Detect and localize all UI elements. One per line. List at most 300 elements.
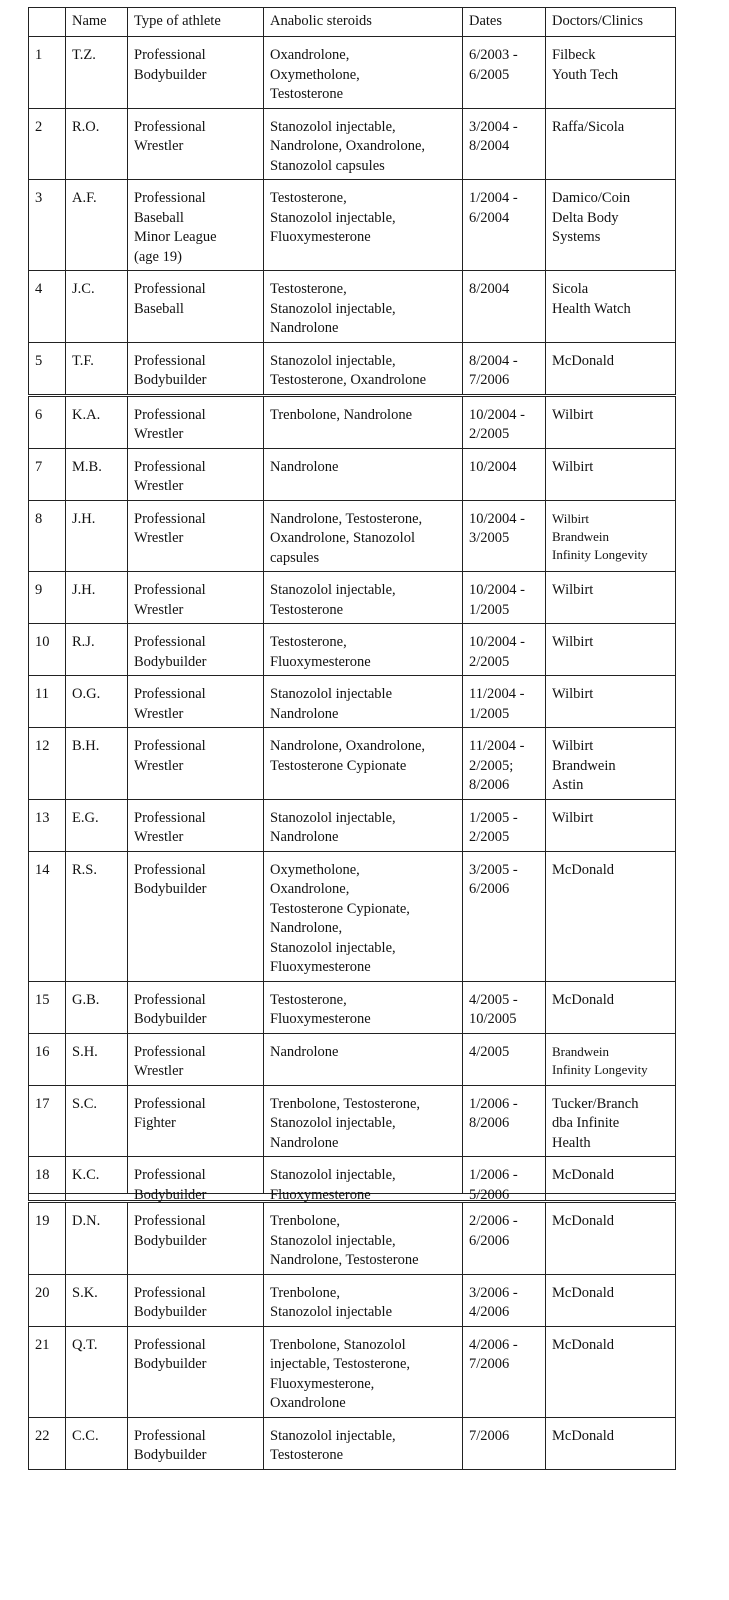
athlete-name-content bbox=[72, 118, 121, 138]
doctors-clinics-cell bbox=[546, 448, 676, 500]
dates-cell bbox=[463, 1417, 546, 1469]
dates-line: 6/2006 bbox=[469, 1232, 510, 1249]
dates-line: 1/2005 bbox=[469, 601, 510, 618]
athlete-name-content bbox=[72, 861, 121, 881]
row-number-content bbox=[35, 189, 59, 209]
athlete-name-cell bbox=[66, 1085, 128, 1157]
anabolic-steroids-line: Stanozolol injectable, bbox=[270, 1232, 396, 1249]
athlete-name-content bbox=[72, 1336, 121, 1356]
anabolic-steroids-line: Nandrolone, Testosterone bbox=[270, 1252, 419, 1268]
athlete-name-text: A.F. bbox=[72, 190, 97, 206]
athlete-name-content bbox=[72, 46, 121, 66]
athlete-type-content bbox=[134, 46, 257, 85]
dates-cell bbox=[463, 1326, 546, 1417]
athlete-type-line: Professional bbox=[134, 352, 206, 369]
athlete-type-content bbox=[134, 633, 257, 672]
anabolic-steroids-content bbox=[270, 809, 456, 848]
athlete-type-line: Professional bbox=[134, 1213, 206, 1229]
athlete-type-line: Professional bbox=[134, 634, 206, 650]
athlete-type-cell bbox=[128, 1202, 264, 1275]
table-body bbox=[29, 37, 676, 1470]
doctors-clinics-content bbox=[552, 633, 669, 653]
doctors-clinics-content bbox=[552, 1095, 669, 1154]
athlete-type-content bbox=[134, 861, 257, 900]
doctors-clinics-content bbox=[552, 809, 669, 829]
anabolic-steroids-content bbox=[270, 118, 456, 177]
table-row bbox=[29, 676, 676, 728]
row-number-text: 13 bbox=[35, 809, 50, 826]
doctors-clinics-content bbox=[552, 510, 669, 564]
anabolic-steroids-line: Nandrolone bbox=[270, 1043, 339, 1060]
doctors-clinics-line: Infinity Longevity bbox=[552, 546, 648, 562]
row-number-text: 2 bbox=[35, 118, 43, 135]
gap-cell bbox=[546, 1194, 676, 1202]
anabolic-steroids-content bbox=[270, 189, 456, 248]
athlete-name-content bbox=[72, 1043, 121, 1063]
row-number-content bbox=[35, 1284, 59, 1304]
athlete-type-cell bbox=[128, 799, 264, 851]
athlete-name-cell bbox=[66, 448, 128, 500]
athlete-name-text: T.Z. bbox=[72, 47, 96, 63]
anabolic-steroids-line: Stanozolol injectable, bbox=[270, 939, 396, 956]
doctors-clinics-cell bbox=[546, 108, 676, 180]
athlete-name-text: R.J. bbox=[72, 634, 95, 650]
athlete-name-text: J.H. bbox=[72, 510, 96, 527]
athlete-name-cell bbox=[66, 1157, 128, 1194]
anabolic-steroids-line: Trenbolone, Stanozolol bbox=[270, 1336, 406, 1353]
row-number-content bbox=[35, 633, 59, 653]
anabolic-steroids-line: Testosterone bbox=[270, 86, 344, 102]
dates-line: 6/2006 bbox=[469, 881, 510, 897]
doctors-clinics-content bbox=[552, 581, 669, 601]
anabolic-steroids-line: Testosterone Cypionate, bbox=[270, 900, 410, 917]
anabolic-steroids-cell bbox=[264, 395, 463, 448]
doctors-clinics-content bbox=[552, 1284, 669, 1304]
dates-line: 10/2004 bbox=[469, 458, 517, 475]
row-number-text: 1 bbox=[35, 47, 43, 63]
anabolic-steroids-cell bbox=[264, 676, 463, 728]
gap-cell bbox=[29, 1194, 66, 1202]
row-number-text: 9 bbox=[35, 582, 43, 598]
anabolic-steroids-cell bbox=[264, 624, 463, 676]
doctors-clinics-line: Wilbirt bbox=[552, 582, 594, 598]
dates-content bbox=[469, 1336, 539, 1375]
dates-line: 10/2004 - bbox=[469, 510, 525, 527]
anabolic-steroids-line: Oxandrolone, bbox=[270, 881, 350, 897]
row-number-text: 4 bbox=[35, 281, 43, 297]
athlete-name-content bbox=[72, 189, 121, 209]
doctors-clinics-cell bbox=[546, 981, 676, 1033]
table-row bbox=[29, 271, 676, 343]
dates-cell bbox=[463, 500, 546, 572]
anabolic-steroids-line: Testosterone, bbox=[270, 190, 347, 206]
athlete-type-line: Bodybuilder bbox=[134, 653, 207, 670]
row-number-content bbox=[35, 458, 59, 478]
doctors-clinics-line: dba Infinite bbox=[552, 1115, 620, 1131]
dates-cell bbox=[463, 799, 546, 851]
gap-cell bbox=[66, 1194, 128, 1202]
doctors-clinics-cell bbox=[546, 676, 676, 728]
table-row bbox=[29, 37, 676, 109]
anabolic-steroids-line: Trenbolone, Testosterone, bbox=[270, 1095, 421, 1112]
doctors-clinics-line: Astin bbox=[552, 777, 584, 793]
anabolic-steroids-content bbox=[270, 458, 456, 478]
table-row bbox=[29, 728, 676, 800]
athlete-type-line: Professional bbox=[134, 1427, 206, 1444]
anabolic-steroids-content bbox=[270, 737, 456, 776]
doctors-clinics-cell bbox=[546, 624, 676, 676]
athlete-type-line: Wrestler bbox=[134, 601, 184, 618]
row-number-content bbox=[35, 1427, 59, 1447]
doctors-clinics-line: Wilbirt bbox=[552, 634, 594, 650]
athlete-name-cell bbox=[66, 728, 128, 800]
row-number-content bbox=[35, 118, 59, 138]
athlete-type-line: Bodybuilder bbox=[134, 1232, 207, 1249]
anabolic-steroids-cell bbox=[264, 180, 463, 271]
athlete-name-content bbox=[72, 685, 121, 705]
dates-line: 7/2006 bbox=[469, 1356, 510, 1372]
athlete-type-content bbox=[134, 118, 257, 157]
athlete-type-line: Professional bbox=[134, 47, 206, 63]
dates-line: 3/2005 bbox=[469, 530, 510, 546]
row-number-text: 10 bbox=[35, 634, 50, 650]
anabolic-steroids-line: Nandrolone, Testosterone, bbox=[270, 510, 423, 527]
doctors-clinics-cell bbox=[546, 1202, 676, 1275]
doctors-clinics-content bbox=[552, 1166, 669, 1192]
row-number-cell bbox=[29, 342, 66, 395]
anabolic-steroids-cell bbox=[264, 37, 463, 109]
athlete-type-line: Wrestler bbox=[134, 757, 184, 774]
athlete-type-line: Professional bbox=[134, 458, 206, 475]
doctors-clinics-line: Brandwein bbox=[552, 528, 610, 544]
anabolic-steroids-line: Trenbolone, bbox=[270, 1284, 340, 1301]
doctors-clinics-cell bbox=[546, 728, 676, 800]
table-row bbox=[29, 1085, 676, 1157]
doctors-clinics-line: Delta Body bbox=[552, 209, 619, 226]
anabolic-steroids-line: capsules bbox=[270, 549, 320, 566]
anabolic-steroids-line: Stanozolol injectable, bbox=[270, 118, 396, 135]
doctors-clinics-cell bbox=[546, 851, 676, 981]
doctors-clinics-content bbox=[552, 280, 669, 319]
doctors-clinics-cell bbox=[546, 1157, 676, 1194]
row-number-text: 8 bbox=[35, 510, 43, 527]
anabolic-steroids-cell bbox=[264, 500, 463, 572]
doctors-clinics-cell bbox=[546, 1033, 676, 1085]
athlete-type-line: Professional bbox=[134, 1284, 206, 1301]
row-number-cell bbox=[29, 1033, 66, 1085]
dates-content bbox=[469, 510, 539, 549]
athlete-type-content bbox=[134, 1284, 257, 1323]
dates-line: 7/2006 bbox=[469, 372, 510, 388]
anabolic-steroids-content bbox=[270, 1043, 456, 1063]
athlete-name-cell bbox=[66, 500, 128, 572]
anabolic-steroids-content bbox=[270, 1284, 456, 1323]
dates-line: 8/2006 bbox=[469, 777, 510, 793]
athlete-type-line: Bodybuilder bbox=[134, 1011, 207, 1027]
doctors-clinics-line: Wilbirt bbox=[552, 738, 594, 754]
doctors-clinics-content bbox=[552, 406, 669, 426]
row-number-content bbox=[35, 1336, 59, 1356]
doctors-clinics-line: McDonald bbox=[552, 1284, 615, 1301]
anabolic-steroids-line: Oxymetholone, bbox=[270, 66, 360, 83]
dates-content bbox=[469, 1043, 539, 1063]
header-dates: Dates bbox=[463, 8, 546, 37]
athlete-type-content bbox=[134, 581, 257, 620]
anabolic-steroids-line: Testosterone bbox=[270, 601, 344, 618]
anabolic-steroids-cell bbox=[264, 1202, 463, 1275]
athlete-type-cell bbox=[128, 1033, 264, 1085]
row-number-cell bbox=[29, 271, 66, 343]
anabolic-steroids-content bbox=[270, 510, 456, 569]
athlete-type-cell bbox=[128, 676, 264, 728]
dates-line: 1/2006 - bbox=[469, 1167, 518, 1183]
row-number-cell bbox=[29, 981, 66, 1033]
anabolic-steroids-line: Stanozolol injectable, bbox=[270, 1167, 396, 1183]
athlete-name-cell bbox=[66, 108, 128, 180]
athlete-type-line: Fighter bbox=[134, 1115, 176, 1131]
dates-cell bbox=[463, 981, 546, 1033]
anabolic-steroids-line: Oxymetholone, bbox=[270, 861, 360, 878]
dates-line: 1/2004 - bbox=[469, 190, 518, 206]
row-number-cell bbox=[29, 1202, 66, 1275]
athlete-name-text: M.B. bbox=[72, 458, 102, 475]
athlete-type-line: Bodybuilder bbox=[134, 1304, 207, 1320]
athlete-name-content bbox=[72, 1212, 121, 1232]
athlete-name-content bbox=[72, 809, 121, 829]
header-type-of-athlete: Type of athlete bbox=[128, 8, 264, 37]
athlete-name-text: J.H. bbox=[72, 582, 96, 598]
athlete-name-text: S.H. bbox=[72, 1043, 98, 1060]
anabolic-steroids-content bbox=[270, 1212, 456, 1271]
athlete-name-text: E.G. bbox=[72, 809, 99, 826]
anabolic-steroids-cell bbox=[264, 448, 463, 500]
dates-content bbox=[469, 633, 539, 672]
athlete-name-content bbox=[72, 991, 121, 1011]
doctors-clinics-line: McDonald bbox=[552, 861, 615, 878]
row-number-cell bbox=[29, 1157, 66, 1194]
athlete-type-content bbox=[134, 737, 257, 776]
athlete-name-cell bbox=[66, 572, 128, 624]
anabolic-steroids-content bbox=[270, 352, 456, 391]
athlete-name-content bbox=[72, 280, 121, 300]
anabolic-steroids-content bbox=[270, 1095, 456, 1154]
dates-line: 11/2004 - bbox=[469, 686, 525, 702]
anabolic-steroids-content bbox=[270, 280, 456, 339]
dates-line: 6/2003 - bbox=[469, 47, 518, 63]
athlete-name-cell bbox=[66, 624, 128, 676]
dates-line: 2/2005 bbox=[469, 426, 510, 442]
anabolic-steroids-cell bbox=[264, 851, 463, 981]
anabolic-steroids-content bbox=[270, 1336, 456, 1414]
table-row bbox=[29, 1417, 676, 1469]
athlete-type-content bbox=[134, 991, 257, 1030]
doctors-clinics-cell bbox=[546, 572, 676, 624]
dates-content bbox=[469, 406, 539, 445]
athlete-type-line: Bodybuilder bbox=[134, 1186, 207, 1203]
doctors-clinics-content bbox=[552, 991, 669, 1011]
athlete-type-content bbox=[134, 1336, 257, 1375]
anabolic-steroids-line: Nandrolone bbox=[270, 458, 339, 475]
doctors-clinics-cell bbox=[546, 271, 676, 343]
row-number-cell bbox=[29, 448, 66, 500]
row-number-cell bbox=[29, 395, 66, 448]
doctors-clinics-line: Damico/Coin bbox=[552, 190, 631, 206]
table-header-row bbox=[29, 8, 676, 37]
athlete-name-cell bbox=[66, 1202, 128, 1275]
row-number-text: 17 bbox=[35, 1095, 50, 1112]
row-number-cell bbox=[29, 676, 66, 728]
anabolic-steroids-line: Testosterone bbox=[270, 1447, 344, 1463]
athlete-name-content bbox=[72, 510, 121, 530]
athlete-type-line: Wrestler bbox=[134, 426, 184, 442]
anabolic-steroids-line: Fluoxymesterone bbox=[270, 1186, 371, 1203]
athlete-type-line: Baseball bbox=[134, 209, 184, 226]
row-number-text: 6 bbox=[35, 406, 43, 423]
row-number-cell bbox=[29, 1417, 66, 1469]
athlete-name-cell bbox=[66, 1326, 128, 1417]
doctors-clinics-content bbox=[552, 1212, 669, 1232]
anabolic-steroids-line: Stanozolol injectable, bbox=[270, 352, 396, 369]
dates-line: 3/2006 - bbox=[469, 1284, 518, 1301]
row-number-cell bbox=[29, 624, 66, 676]
doctors-clinics-line: Raffa/Sicola bbox=[552, 118, 625, 135]
doctors-clinics-line: Infinity Longevity bbox=[552, 1061, 648, 1077]
dates-cell bbox=[463, 676, 546, 728]
athlete-type-content bbox=[134, 685, 257, 724]
athlete-name-cell bbox=[66, 851, 128, 981]
row-number-cell bbox=[29, 37, 66, 109]
athlete-name-text: K.A. bbox=[72, 406, 101, 423]
anabolic-steroids-content bbox=[270, 1427, 456, 1466]
anabolic-steroids-line: Fluoxymesterone bbox=[270, 959, 371, 975]
athlete-type-line: Professional bbox=[134, 738, 206, 754]
doctors-clinics-cell bbox=[546, 799, 676, 851]
dates-content bbox=[469, 118, 539, 157]
athlete-type-line: Minor League bbox=[134, 229, 217, 245]
table-row bbox=[29, 1274, 676, 1326]
athlete-type-content bbox=[134, 1095, 257, 1134]
row-number-cell bbox=[29, 108, 66, 180]
row-number-text: 19 bbox=[35, 1213, 50, 1229]
athlete-type-line: Bodybuilder bbox=[134, 881, 207, 897]
dates-line: 1/2005 - bbox=[469, 809, 518, 826]
athlete-type-content bbox=[134, 458, 257, 497]
anabolic-steroids-line: Oxandrolone bbox=[270, 1395, 346, 1411]
athlete-type-cell bbox=[128, 981, 264, 1033]
doctors-clinics-content bbox=[552, 737, 669, 796]
doctors-clinics-line: McDonald bbox=[552, 1167, 615, 1183]
dates-cell bbox=[463, 342, 546, 395]
anabolic-steroids-cell bbox=[264, 799, 463, 851]
dates-content bbox=[469, 1095, 539, 1134]
anabolic-steroids-line: Stanozolol injectable, bbox=[270, 1427, 396, 1444]
dates-cell bbox=[463, 395, 546, 448]
doctors-clinics-content bbox=[552, 685, 669, 705]
anabolic-steroids-line: Stanozolol injectable, bbox=[270, 582, 396, 598]
athlete-type-line: Professional bbox=[134, 1336, 206, 1353]
athlete-name-content bbox=[72, 352, 121, 372]
doctors-clinics-cell bbox=[546, 37, 676, 109]
dates-content bbox=[469, 685, 539, 724]
athlete-name-content bbox=[72, 458, 121, 478]
athlete-name-text: S.C. bbox=[72, 1095, 97, 1112]
table-row bbox=[29, 572, 676, 624]
doctors-clinics-line: Health Watch bbox=[552, 300, 631, 317]
athlete-type-line: Wrestler bbox=[134, 478, 184, 494]
anabolic-steroids-cell bbox=[264, 271, 463, 343]
table-row bbox=[29, 1202, 676, 1275]
athlete-type-cell bbox=[128, 37, 264, 109]
row-number-text: 20 bbox=[35, 1284, 50, 1301]
athlete-type-line: Professional bbox=[134, 510, 206, 527]
anabolic-steroids-line: Testosterone, bbox=[270, 634, 347, 650]
anabolic-steroids-line: Stanozolol injectable, bbox=[270, 1115, 396, 1131]
anabolic-steroids-line: Stanozolol capsules bbox=[270, 157, 385, 174]
dates-line: 2/2005 bbox=[469, 829, 510, 845]
dates-cell bbox=[463, 108, 546, 180]
dates-content bbox=[469, 280, 539, 300]
dates-cell bbox=[463, 180, 546, 271]
dates-line: 10/2004 - bbox=[469, 582, 525, 598]
doctors-clinics-line: Filbeck bbox=[552, 47, 596, 63]
doctors-clinics-cell bbox=[546, 1417, 676, 1469]
dates-line: 4/2005 - bbox=[469, 991, 518, 1008]
athlete-type-cell bbox=[128, 342, 264, 395]
athlete-type-cell bbox=[128, 1157, 264, 1203]
header-number bbox=[29, 8, 66, 37]
row-number-cell bbox=[29, 728, 66, 800]
anabolic-steroids-line: Nandrolone bbox=[270, 320, 339, 336]
dates-line: 3/2004 - bbox=[469, 118, 518, 135]
row-number-content bbox=[35, 737, 59, 757]
dates-line: 10/2004 - bbox=[469, 634, 525, 650]
anabolic-steroids-line: Fluoxymesterone bbox=[270, 653, 371, 670]
athlete-type-cell bbox=[128, 728, 264, 800]
table-row bbox=[29, 342, 676, 395]
athlete-type-line: Bodybuilder bbox=[134, 372, 207, 388]
anabolic-steroids-content bbox=[270, 633, 456, 672]
dates-content bbox=[469, 991, 539, 1030]
athlete-name-content bbox=[72, 1166, 121, 1192]
row-number-cell bbox=[29, 799, 66, 851]
athlete-type-line: (age 19) bbox=[134, 248, 182, 265]
athlete-type-line: Professional bbox=[134, 991, 206, 1008]
athlete-name-text: R.O. bbox=[72, 118, 100, 135]
athlete-name-text: R.S. bbox=[72, 861, 97, 878]
athlete-name-text: G.B. bbox=[72, 991, 100, 1008]
anabolic-steroids-line: injectable, Testosterone, bbox=[270, 1356, 411, 1372]
table-row bbox=[29, 624, 676, 676]
table-row bbox=[29, 1326, 676, 1417]
athlete-type-cell bbox=[128, 1326, 264, 1417]
doctors-clinics-line: Sicola bbox=[552, 281, 589, 297]
row-number-content bbox=[35, 510, 59, 530]
table-row bbox=[29, 1157, 676, 1194]
athlete-type-line: Bodybuilder bbox=[134, 66, 207, 83]
athlete-type-line: Bodybuilder bbox=[134, 1356, 207, 1372]
athlete-type-line: Professional bbox=[134, 190, 206, 206]
doctors-clinics-line: Brandwein bbox=[552, 1043, 610, 1059]
row-number-content bbox=[35, 991, 59, 1011]
athlete-type-line: Professional bbox=[134, 809, 206, 826]
dates-content bbox=[469, 581, 539, 620]
dates-line: 8/2004 - bbox=[469, 352, 518, 369]
dates-line: 3/2005 - bbox=[469, 861, 518, 878]
dates-content bbox=[469, 861, 539, 900]
doctors-clinics-line: Wilbirt bbox=[552, 809, 594, 826]
anabolic-steroids-line: Fluoxymesterone bbox=[270, 229, 371, 245]
row-number-cell bbox=[29, 1085, 66, 1157]
